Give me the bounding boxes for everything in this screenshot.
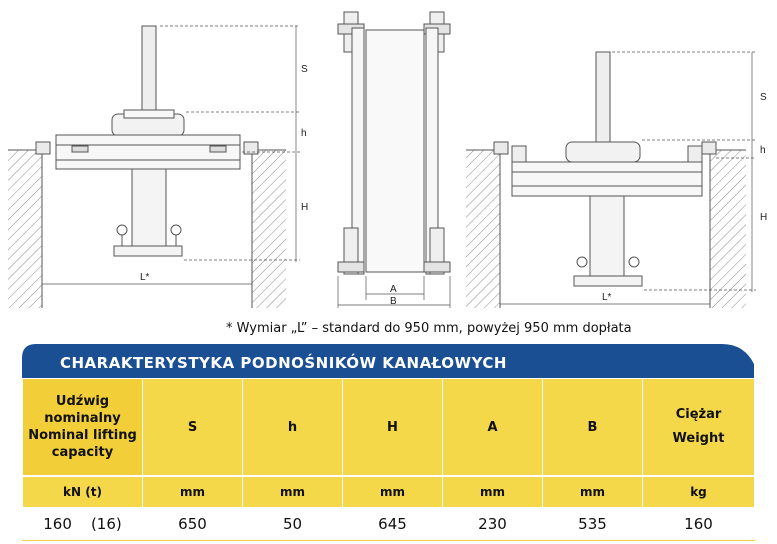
right-side-view [466, 52, 746, 308]
value-B: 535 [543, 508, 643, 541]
header-weight [643, 379, 755, 477]
value-H: 645 [343, 508, 443, 541]
value-weight: 160 [643, 508, 755, 541]
unit-H: mm [343, 476, 443, 508]
left-ram-rod [142, 26, 156, 116]
header-capacity-en-2: capacity [51, 445, 114, 460]
header-capacity [23, 379, 143, 477]
right-dim-h: h [760, 145, 766, 156]
header-A: A [443, 379, 543, 477]
left-dim-H: H [301, 202, 309, 213]
right-ram-rod [596, 52, 610, 144]
right-dim-S: S [760, 92, 767, 103]
table-values-row [23, 508, 755, 541]
left-side-view [8, 26, 286, 308]
unit-h: mm [243, 476, 343, 508]
left-pit-wall-right [252, 150, 286, 308]
header-h: h [243, 379, 343, 477]
spec-table [22, 378, 755, 541]
unit-weight: kg [643, 476, 755, 508]
right-crossbeam [512, 162, 702, 196]
header-H: H [343, 379, 443, 477]
right-dim-L: L* [602, 292, 612, 303]
value-A: 230 [443, 508, 543, 541]
right-dim-H: H [760, 212, 768, 223]
right-cylinder [590, 196, 624, 278]
front-dim-B: B [390, 296, 397, 307]
left-dim-L: L* [140, 272, 150, 283]
value-S: 650 [143, 508, 243, 541]
header-capacity-pl-2: nominalny [44, 411, 121, 426]
table-header-row [23, 379, 755, 477]
front-view [338, 12, 450, 274]
value-capacity: 160 (16) [23, 508, 143, 541]
left-cylinder [132, 169, 166, 249]
header-B: B [543, 379, 643, 477]
dimension-note: * Wymiar „L” – standard do 950 mm, powyżej 950 mm dopłata [226, 321, 632, 336]
left-dim-S: S [301, 64, 308, 75]
header-capacity-pl-1: Udźwig [55, 394, 110, 409]
left-dim-h: h [301, 128, 307, 139]
left-pit-wall-left [8, 150, 42, 308]
header-capacity-en-1: Nominal lifting [28, 428, 137, 443]
unit-capacity: kN (t) [23, 476, 143, 508]
unit-B: mm [543, 476, 643, 508]
header-S: S [143, 379, 243, 477]
front-dim-A: A [390, 284, 397, 295]
table-units-row [23, 476, 755, 508]
header-weight-pl: Ciężar [675, 407, 722, 422]
front-platform [366, 30, 424, 272]
unit-S: mm [143, 476, 243, 508]
value-h: 50 [243, 508, 343, 541]
header-weight-en: Weight [672, 431, 725, 446]
unit-A: mm [443, 476, 543, 508]
table-title: CHARAKTERYSTYKA PODNOŚNIKÓW KANAŁOWYCH [60, 354, 507, 372]
